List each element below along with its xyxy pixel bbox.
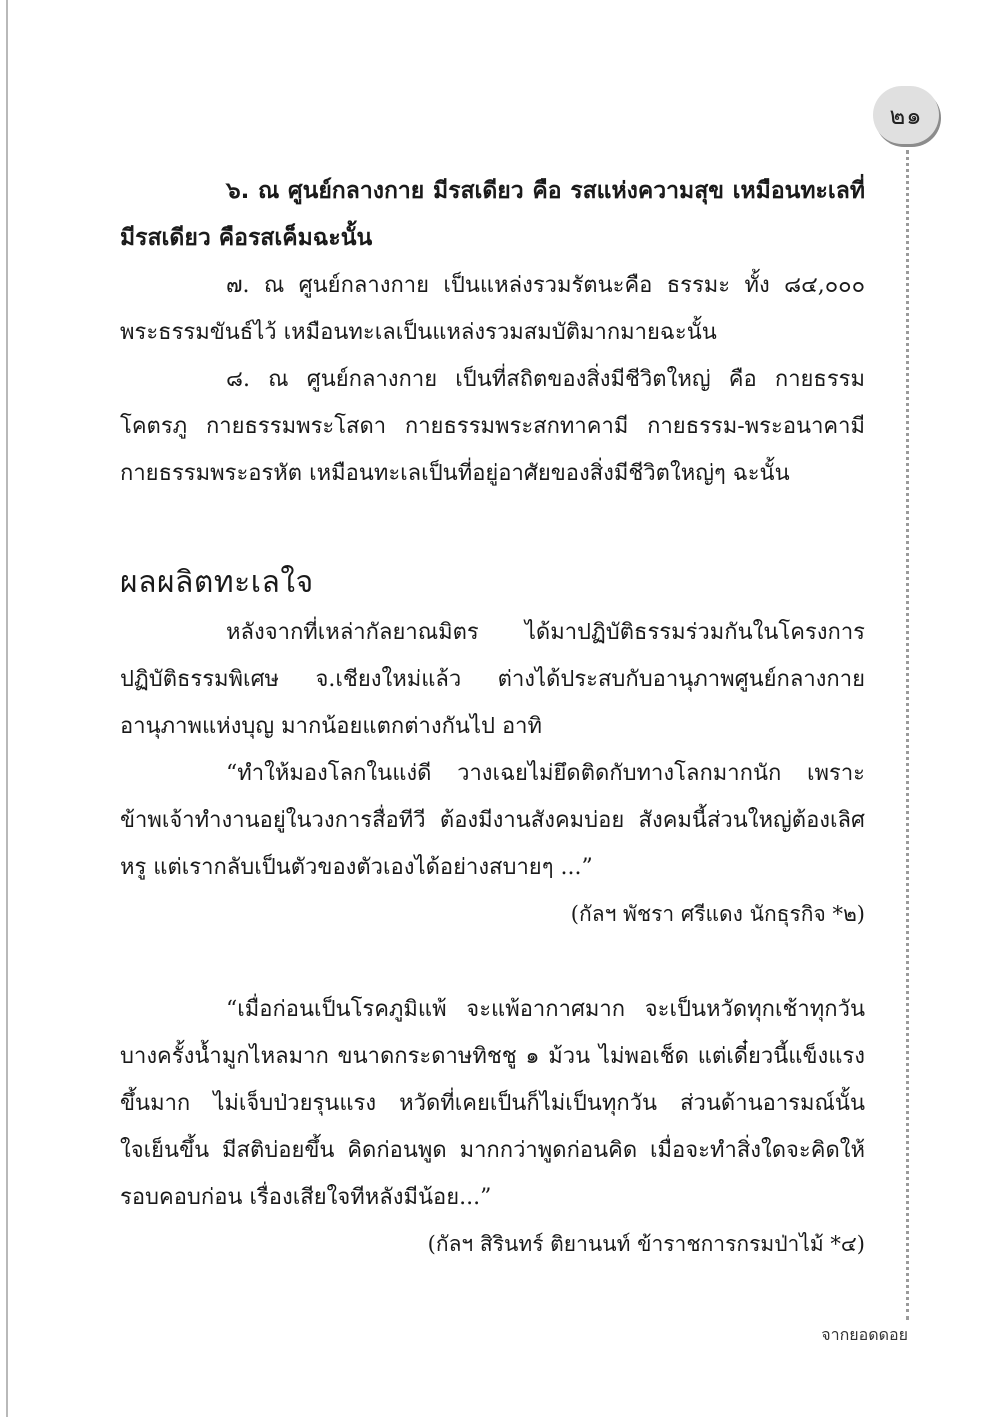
- section-heading: ผลผลิตทะเลใจ: [120, 565, 314, 600]
- page-number: ๒๑: [889, 101, 923, 130]
- book-title-footer: จากยอดดอย: [821, 1325, 908, 1344]
- section-spacer: [120, 938, 865, 986]
- item-7-paragraph: ๗. ณ ศูนย์กลางกาย เป็นแหล่งรวมรัตนะคือ ธรรมะ ทั้ง ๘๔,๐๐๐ พระธรรมขันธ์ไว้ เหมือนทะเลเป็นแหล่งรวมสมบัติมากมายฉะนั้น: [120, 273, 865, 345]
- page-content: [120, 168, 865, 1268]
- testimonial-quote-2: “เมื่อก่อนเป็นโรคภูมิแพ้ จะแพ้อากาศมาก จะเป็นหวัดทุกเช้าทุกวัน บางครั้งน้ำมูกไหลมาก ขนาดกระดาษทิชชู ๑ ม้วน ไม่พอเช็ด แต่เดี๋ยวนี้แข็งแรงขึ้นมาก ไม่เจ็บป่วยรุนแรง หวัดที่เคยเป็นก็ไม่เป็นทุกวัน ส่วนด้านอารมณ์นั้น ใจเย็นขึ้น มีสติบ่อยขึ้น คิดก่อนพูด มากกว่าพูดก่อนคิด เมื่อจะทำสิ่งใดจะคิดให้รอบคอบก่อน เรื่องเสียใจทีหลังมีน้อย...”: [120, 997, 865, 1210]
- testimonial-citation-2: (กัลฯ สิรินทร์ ติยานนท์ ข้าราชการกรมป่าไม้ *๔): [427, 1232, 865, 1256]
- item-6-paragraph: ๖. ณ ศูนย์กลางกาย มีรสเดียว คือ รสแห่งความสุข เหมือนทะเลที่มีรสเดียว คือรสเค็มฉะนั้น: [120, 178, 865, 251]
- dotted-margin-rule: [906, 150, 909, 1320]
- page-number-badge: [873, 86, 939, 144]
- section-intro-paragraph: หลังจากที่เหล่ากัลยาณมิตร ได้มาปฏิบัติธรรมร่วมกันในโครงการปฏิบัติธรรมพิเศษ จ.เชียงใหม่แล้ว ต่างได้ประสบกับอานุภาพศูนย์กลางกาย อานุภาพแห่งบุญ มากน้อยแตกต่างกันไป อาทิ: [120, 620, 865, 739]
- testimonial-citation-1: (กัลฯ พัชรา ศรีแดง นักธุรกิจ *๒): [570, 902, 865, 926]
- item-8-paragraph: ๘. ณ ศูนย์กลางกาย เป็นที่สถิตของสิ่งมีชีวิตใหญ่ คือ กายธรรมโคตรภู กายธรรมพระโสดา กายธรรมพระสกทาคามี กายธรรม-พระอนาคามี กายธรรมพระอรหัต เหมือนทะเลเป็นที่อยู่อาศัยของสิ่งมีชีวิตใหญ่ๆ ฉะนั้น: [120, 367, 865, 486]
- left-margin-rule: [6, 0, 8, 1417]
- testimonial-quote-1: “ทำให้มองโลกในแง่ดี วางเฉยไม่ยึดติดกับทางโลกมากนัก เพราะข้าพเจ้าทำงานอยู่ในวงการสื่อทีวี ต้องมีงานสังคมบ่อย สังคมนี้ส่วนใหญ่ต้องเลิศหรู แต่เรากลับเป็นตัวของตัวเองได้อย่างสบายๆ ...”: [120, 761, 865, 880]
